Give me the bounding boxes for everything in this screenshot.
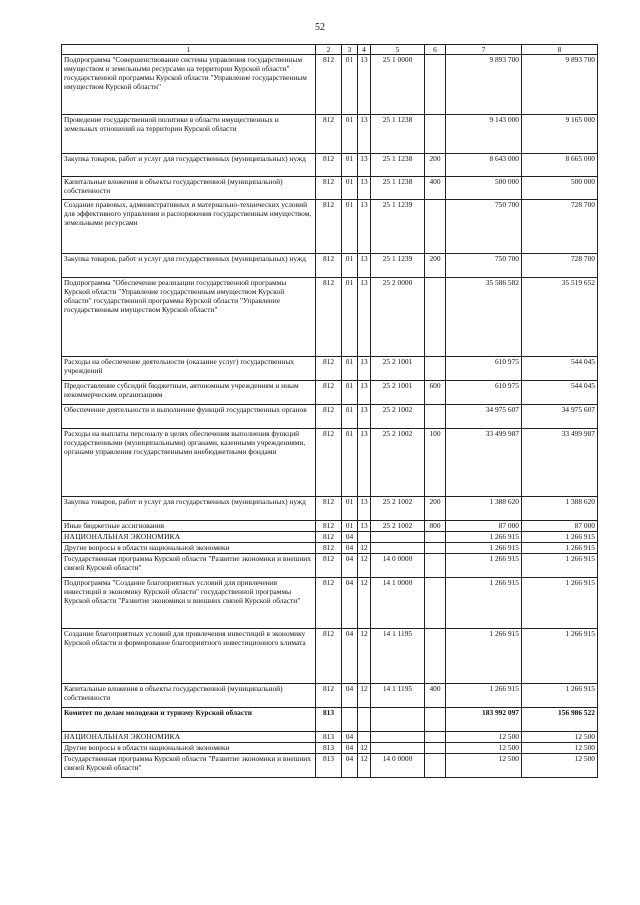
amount-col8-cell: 728 700 — [522, 254, 598, 278]
amount-col8-cell: 1 266 915 — [522, 629, 598, 684]
amount-col8-cell: 544 045 — [522, 381, 598, 405]
table-row — [62, 429, 598, 497]
row-name-cell: Создание правовых, административных и материально-технических условий для эффективного управления и распоряжения государственным имуществом, земельными ресурсами — [62, 200, 316, 254]
row-name-cell: Капитальные вложения в объекты государственной (муниципальной) собственности — [62, 177, 316, 200]
section-cell: 01 — [342, 497, 358, 521]
amount-col7-cell: 33 499 987 — [446, 429, 522, 497]
expense-type-cell — [425, 732, 446, 743]
table-row — [62, 278, 598, 357]
column-header: 2 — [316, 45, 342, 55]
subsection-cell: 13 — [358, 405, 371, 429]
section-cell: 01 — [342, 115, 358, 154]
expense-type-cell — [425, 708, 446, 732]
amount-col8-cell: 12 500 — [522, 743, 598, 754]
row-name-cell: Государственная программа Курской области "Развитие экономики и внешних связей Курской области" — [62, 754, 316, 778]
section-cell: 04 — [342, 554, 358, 578]
ved-cell: 812 — [316, 629, 342, 684]
amount-col7-cell: 500 000 — [446, 177, 522, 200]
subsection-cell: 12 — [358, 554, 371, 578]
column-header: 3 — [342, 45, 358, 55]
subsection-cell — [358, 732, 371, 743]
row-name-cell: Расходы на обеспечение деятельности (оказание услуг) государственных учреждений — [62, 357, 316, 381]
ved-cell: 812 — [316, 278, 342, 357]
section-cell: 01 — [342, 521, 358, 532]
section-cell: 01 — [342, 405, 358, 429]
amount-col7-cell: 12 500 — [446, 743, 522, 754]
expense-type-cell: 800 — [425, 521, 446, 532]
section-cell: 01 — [342, 381, 358, 405]
row-name-cell: Подпрограмма "Создание благоприятных условий для привлечения инвестиций в экономику Курской области" государственной программы Курской области "Развитие экономики и внешних связей Курской области" — [62, 578, 316, 629]
table-row — [62, 254, 598, 278]
section-cell: 04 — [342, 543, 358, 554]
subsection-cell: 12 — [358, 743, 371, 754]
section-cell: 01 — [342, 357, 358, 381]
subsection-cell: 13 — [358, 55, 371, 115]
section-cell: 01 — [342, 55, 358, 115]
amount-col8-cell: 33 499 987 — [522, 429, 598, 497]
expense-type-cell — [425, 200, 446, 254]
target-article-cell: 14 0 0000 — [371, 754, 425, 778]
table-row — [62, 543, 598, 554]
expense-type-cell: 600 — [425, 381, 446, 405]
table-row — [62, 115, 598, 154]
table-row — [62, 532, 598, 543]
amount-col8-cell: 500 000 — [522, 177, 598, 200]
target-article-cell: 25 2 1002 — [371, 429, 425, 497]
table-row — [62, 55, 598, 115]
subsection-cell: 13 — [358, 177, 371, 200]
row-name-cell: Предоставление субсидий бюджетным, автономным учреждениям и иным некоммерческим организациям — [62, 381, 316, 405]
row-name-cell: Другие вопросы в области национальной экономики — [62, 543, 316, 554]
subsection-cell — [358, 532, 371, 543]
target-article-cell: 25 1 0000 — [371, 55, 425, 115]
amount-col7-cell: 87 000 — [446, 521, 522, 532]
section-cell: 04 — [342, 532, 358, 543]
section-cell: 04 — [342, 629, 358, 684]
amount-col7-cell: 1 388 620 — [446, 497, 522, 521]
target-article-cell: 25 2 0000 — [371, 278, 425, 357]
amount-col8-cell: 156 986 522 — [522, 708, 598, 732]
expense-type-cell — [425, 532, 446, 543]
header-row — [62, 45, 598, 55]
target-article-cell — [371, 732, 425, 743]
ved-cell: 812 — [316, 543, 342, 554]
table-row — [62, 357, 598, 381]
ved-cell: 812 — [316, 684, 342, 708]
ved-cell: 813 — [316, 732, 342, 743]
row-name-cell: Государственная программа Курской области "Развитие экономики и внешних связей Курской области" — [62, 554, 316, 578]
amount-col7-cell: 12 500 — [446, 754, 522, 778]
amount-col8-cell: 9 165 000 — [522, 115, 598, 154]
amount-col8-cell: 12 500 — [522, 754, 598, 778]
expense-type-cell: 200 — [425, 497, 446, 521]
amount-col7-cell: 12 500 — [446, 732, 522, 743]
row-name-cell: Создание благоприятных условий для привлечения инвестиций в экономику Курской области и формирование благоприятного инвестиционного климата — [62, 629, 316, 684]
target-article-cell — [371, 708, 425, 732]
amount-col8-cell: 1 266 915 — [522, 578, 598, 629]
section-cell: 04 — [342, 578, 358, 629]
section-cell: 01 — [342, 429, 358, 497]
table-row — [62, 684, 598, 708]
row-name-cell: Проведение государственной политики в области имущественных и земельных отношений на территории Курской области — [62, 115, 316, 154]
ved-cell: 812 — [316, 521, 342, 532]
row-name-cell: Расходы на выплаты персоналу в целях обеспечения выполнения функций государственными (муниципальными) органами, казенными учреждениями, органами управления государственными внебюджетными фондами — [62, 429, 316, 497]
amount-col7-cell: 1 266 915 — [446, 578, 522, 629]
amount-col8-cell: 8 665 000 — [522, 154, 598, 177]
target-article-cell — [371, 743, 425, 754]
row-name-cell: Другие вопросы в области национальной экономики — [62, 743, 316, 754]
amount-col8-cell: 12 500 — [522, 732, 598, 743]
amount-col8-cell: 34 975 607 — [522, 405, 598, 429]
page-number: 52 — [315, 22, 325, 33]
table-row — [62, 554, 598, 578]
amount-col7-cell: 750 700 — [446, 200, 522, 254]
target-article-cell: 25 2 1002 — [371, 521, 425, 532]
row-name-cell: Капитальные вложения в объекты государственной (муниципальной) собственности — [62, 684, 316, 708]
section-cell — [342, 708, 358, 732]
amount-col7-cell: 1 266 915 — [446, 629, 522, 684]
target-article-cell: 14 1 0000 — [371, 578, 425, 629]
subsection-cell: 13 — [358, 429, 371, 497]
amount-col7-cell: 34 975 607 — [446, 405, 522, 429]
table-row — [62, 629, 598, 684]
table-row — [62, 708, 598, 732]
amount-col7-cell: 1 266 915 — [446, 543, 522, 554]
ved-cell: 812 — [316, 381, 342, 405]
row-name-cell: Комитет по делам молодежи и туризму Курской области — [62, 708, 316, 732]
ved-cell: 812 — [316, 532, 342, 543]
subsection-cell: 12 — [358, 754, 371, 778]
expense-type-cell — [425, 743, 446, 754]
subsection-cell: 12 — [358, 543, 371, 554]
target-article-cell: 25 2 1001 — [371, 381, 425, 405]
section-cell: 04 — [342, 684, 358, 708]
column-header: 8 — [522, 45, 598, 55]
subsection-cell: 13 — [358, 254, 371, 278]
amount-col8-cell: 728 700 — [522, 200, 598, 254]
ved-cell: 812 — [316, 200, 342, 254]
amount-col8-cell: 35 519 652 — [522, 278, 598, 357]
expense-type-cell: 200 — [425, 154, 446, 177]
amount-col7-cell: 183 992 097 — [446, 708, 522, 732]
expense-type-cell — [425, 543, 446, 554]
column-header: 6 — [425, 45, 446, 55]
target-article-cell — [371, 532, 425, 543]
row-name-cell: Обеспечение деятельности и выполнение функций государственных органов — [62, 405, 316, 429]
target-article-cell: 25 1 1238 — [371, 115, 425, 154]
expense-type-cell — [425, 278, 446, 357]
section-cell: 01 — [342, 200, 358, 254]
ved-cell: 812 — [316, 55, 342, 115]
target-article-cell: 14 0 0000 — [371, 554, 425, 578]
row-name-cell: Подпрограмма "Совершенствование системы управления государственным имуществом и земельными ресурсами на территории Курской области" государственной программы Курской области "Управление государственным имуществом Курской области" — [62, 55, 316, 115]
subsection-cell: 12 — [358, 578, 371, 629]
amount-col7-cell: 35 586 582 — [446, 278, 522, 357]
column-header: 7 — [446, 45, 522, 55]
subsection-cell: 13 — [358, 115, 371, 154]
amount-col8-cell: 1 388 620 — [522, 497, 598, 521]
section-cell: 01 — [342, 154, 358, 177]
amount-col7-cell: 9 143 000 — [446, 115, 522, 154]
row-name-cell: Закупка товаров, работ и услуг для государственных (муниципальных) нужд — [62, 154, 316, 177]
subsection-cell: 13 — [358, 497, 371, 521]
ved-cell: 812 — [316, 115, 342, 154]
ved-cell: 812 — [316, 254, 342, 278]
subsection-cell: 13 — [358, 381, 371, 405]
target-article-cell: 25 1 1239 — [371, 200, 425, 254]
row-name-cell: Подпрограмма "Обеспечение реализации государственной программы Курской области "Управление государственным имуществом Курской области" государственной программы Курской области "Управление государственным имуществом Курской области" — [62, 278, 316, 357]
subsection-cell: 13 — [358, 521, 371, 532]
target-article-cell: 25 2 1002 — [371, 405, 425, 429]
subsection-cell: 13 — [358, 357, 371, 381]
expense-type-cell — [425, 629, 446, 684]
expense-type-cell — [425, 115, 446, 154]
table-row — [62, 578, 598, 629]
table-row — [62, 732, 598, 743]
expense-type-cell — [425, 55, 446, 115]
amount-col7-cell: 1 266 915 — [446, 684, 522, 708]
subsection-cell — [358, 708, 371, 732]
amount-col8-cell: 544 045 — [522, 357, 598, 381]
table-row — [62, 521, 598, 532]
expense-type-cell — [425, 357, 446, 381]
target-article-cell — [371, 543, 425, 554]
row-name-cell: НАЦИОНАЛЬНАЯ ЭКОНОМИКА — [62, 732, 316, 743]
amount-col8-cell: 1 266 915 — [522, 554, 598, 578]
subsection-cell: 12 — [358, 629, 371, 684]
table-row — [62, 754, 598, 778]
amount-col7-cell: 610 975 — [446, 381, 522, 405]
column-header: 1 — [62, 45, 316, 55]
expense-type-cell: 200 — [425, 254, 446, 278]
ved-cell: 812 — [316, 177, 342, 200]
table-row — [62, 381, 598, 405]
table-row — [62, 497, 598, 521]
amount-col8-cell: 1 266 915 — [522, 684, 598, 708]
target-article-cell: 25 2 1002 — [371, 497, 425, 521]
section-cell: 01 — [342, 177, 358, 200]
subsection-cell: 13 — [358, 154, 371, 177]
row-name-cell: Закупка товаров, работ и услуг для государственных (муниципальных) нужд — [62, 254, 316, 278]
amount-col7-cell: 610 975 — [446, 357, 522, 381]
section-cell: 01 — [342, 278, 358, 357]
ved-cell: 812 — [316, 405, 342, 429]
column-header: 4 — [358, 45, 371, 55]
expense-type-cell — [425, 578, 446, 629]
ved-cell: 812 — [316, 554, 342, 578]
row-name-cell: Иные бюджетные ассигнования — [62, 521, 316, 532]
row-name-cell: Закупка товаров, работ и услуг для государственных (муниципальных) нужд — [62, 497, 316, 521]
subsection-cell: 13 — [358, 200, 371, 254]
ved-cell: 813 — [316, 754, 342, 778]
expense-type-cell: 100 — [425, 429, 446, 497]
ved-cell: 813 — [316, 708, 342, 732]
ved-cell: 812 — [316, 429, 342, 497]
amount-col7-cell: 750 700 — [446, 254, 522, 278]
subsection-cell: 12 — [358, 684, 371, 708]
section-cell: 04 — [342, 754, 358, 778]
target-article-cell: 25 1 1238 — [371, 154, 425, 177]
target-article-cell: 25 1 1239 — [371, 254, 425, 278]
ved-cell: 812 — [316, 578, 342, 629]
amount-col8-cell: 1 266 915 — [522, 532, 598, 543]
expense-type-cell: 400 — [425, 684, 446, 708]
amount-col7-cell: 1 266 915 — [446, 554, 522, 578]
target-article-cell: 14 1 1195 — [371, 629, 425, 684]
amount-col7-cell: 9 893 700 — [446, 55, 522, 115]
target-article-cell: 14 1 1195 — [371, 684, 425, 708]
section-cell: 04 — [342, 732, 358, 743]
section-cell: 04 — [342, 743, 358, 754]
amount-col8-cell: 9 893 700 — [522, 55, 598, 115]
amount-col7-cell: 8 643 000 — [446, 154, 522, 177]
table-row — [62, 154, 598, 177]
target-article-cell: 25 1 1238 — [371, 177, 425, 200]
row-name-cell: НАЦИОНАЛЬНАЯ ЭКОНОМИКА — [62, 532, 316, 543]
amount-col8-cell: 1 266 915 — [522, 543, 598, 554]
table-row — [62, 743, 598, 754]
ved-cell: 812 — [316, 357, 342, 381]
amount-col7-cell: 1 266 915 — [446, 532, 522, 543]
budget-table — [61, 44, 598, 778]
table-row — [62, 177, 598, 200]
expense-type-cell — [425, 754, 446, 778]
subsection-cell: 13 — [358, 278, 371, 357]
amount-col8-cell: 87 000 — [522, 521, 598, 532]
target-article-cell: 25 2 1001 — [371, 357, 425, 381]
column-header: 5 — [371, 45, 425, 55]
ved-cell: 813 — [316, 743, 342, 754]
ved-cell: 812 — [316, 154, 342, 177]
expense-type-cell — [425, 405, 446, 429]
expense-type-cell: 400 — [425, 177, 446, 200]
table-row — [62, 405, 598, 429]
ved-cell: 812 — [316, 497, 342, 521]
expense-type-cell — [425, 554, 446, 578]
section-cell: 01 — [342, 254, 358, 278]
table-row — [62, 200, 598, 254]
